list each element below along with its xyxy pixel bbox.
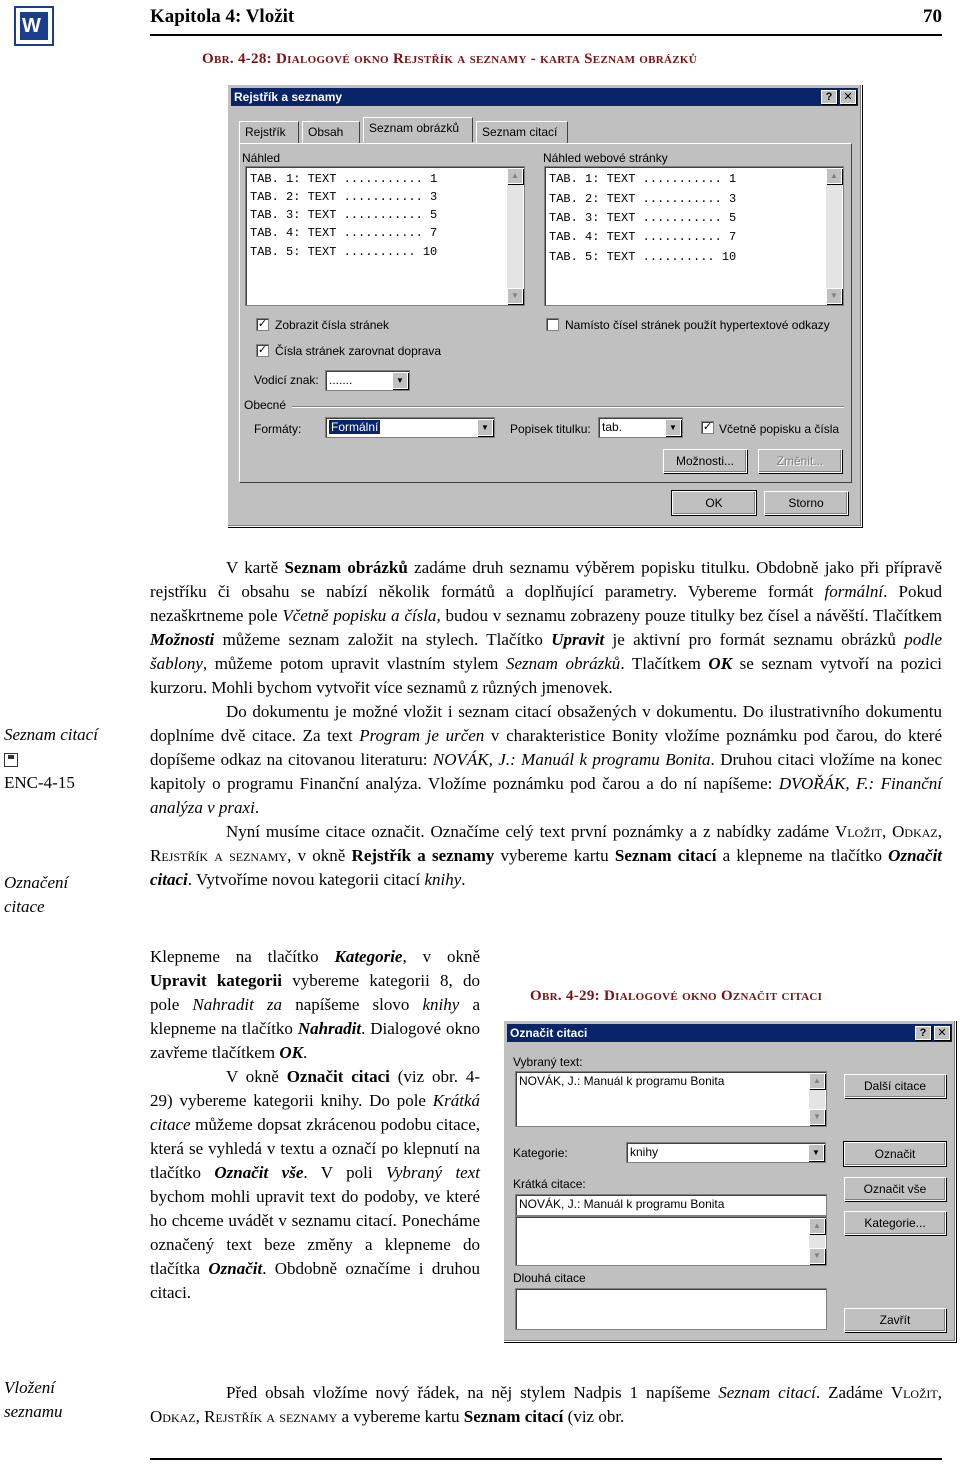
page-number: 70 (923, 6, 942, 27)
web-preview-scrollbar[interactable] (826, 168, 842, 304)
footer-divider (150, 1458, 942, 1460)
body-text-left-column: Klepneme na tlačítko Kategorie, v okně Upravit kategorii vybereme kategorii 8, do pole Nahradit za napíšeme slovo knihy a klepneme na tlačítko Nahradit. Dialogové okno zavřeme tlačítkem OK. V okně Označit citaci (viz obr. 4-29) vybereme kategorii knihy. Do pole Krátká citace můžeme dopsat zkrácenou podobu citace, která se vyhledá v textu a označí po klepnutí na tlačítko Označit vše. V poli Vybraný text bychom mohli upravit text do podoby, ve které ho chceme uvádět v seznamu citací. Ponecháme označený text beze změny a klepneme do tlačítka Označit. Obdobně označíme i druhou citaci. (150, 947, 481, 1302)
formats-select[interactable]: Formální ▼ (325, 417, 495, 438)
tab-obsah[interactable]: Obsah (302, 121, 360, 143)
web-preview-list (544, 166, 844, 306)
modify-button[interactable]: Změnit... (758, 449, 842, 473)
web-preview-row: TAB. 5: TEXT .......... 10 (549, 250, 737, 264)
scroll-down-icon[interactable]: ▼ (826, 288, 842, 304)
web-preview-row: TAB. 4: TEXT ........... 7 (549, 230, 737, 244)
leader-select[interactable]: ....... ▼ (325, 370, 410, 391)
include-label-text: Včetně popisku a čísla (719, 422, 840, 436)
sidebar-seznam-citaci (4, 723, 124, 795)
scroll-up-icon[interactable]: ▲ (826, 168, 842, 184)
category-button[interactable]: Kategorie... (844, 1211, 946, 1235)
sidebar-item-oznaceni-citace: Označení citace (4, 873, 69, 916)
chevron-down-icon[interactable]: ▼ (665, 419, 681, 436)
mark-all-button[interactable]: Označit vše (844, 1177, 946, 1201)
selected-text-label: Vybraný text: (513, 1055, 583, 1069)
sidebar-item-vlozeni-seznamu: Vložení seznamu (4, 1378, 63, 1421)
figure-caption-1: Obr. 4-28: Dialogové okno Rejstřík a seznamy - karta Seznam obrázků (202, 51, 698, 67)
close-button[interactable]: ✕ (934, 1026, 950, 1040)
selected-text-field[interactable]: NOVÁK, J.: Manuál k programu Bonita ▲ ▼ (515, 1071, 827, 1127)
scroll-up-icon[interactable]: ▲ (809, 1073, 825, 1089)
preview-row: TAB. 4: TEXT ........... 7 (250, 226, 438, 240)
chevron-down-icon[interactable]: ▼ (392, 372, 408, 389)
sidebar-item-code-text: ENC-4-15 (4, 773, 75, 792)
options-button[interactable]: Možnosti... (663, 449, 747, 473)
category-label: Kategorie: (513, 1146, 568, 1160)
dialog-rejstrik-a-seznamy (227, 84, 862, 527)
mark-button[interactable]: Označit (844, 1142, 946, 1166)
dialog-title: Označit citaci (510, 1026, 588, 1040)
logo: W (14, 6, 54, 46)
short-citation-field[interactable]: NOVÁK, J.: Manuál k programu Bonita (515, 1194, 827, 1216)
dialog-title-bar (507, 1024, 952, 1042)
preview-row: TAB. 1: TEXT ........... 1 (250, 172, 438, 186)
tab-rejstrik[interactable]: Rejstřík (239, 121, 299, 143)
align-right-checkbox[interactable]: ✓ (257, 344, 268, 356)
short-citation-list[interactable] (515, 1216, 827, 1266)
caption-select[interactable]: tab. ▼ (598, 417, 683, 438)
preview-row: TAB. 5: TEXT .......... 10 (250, 245, 438, 259)
preview-list (245, 166, 525, 306)
group-divider (292, 406, 844, 408)
figure-caption-2: Obr. 4-29: Dialogové okno Označit citaci (530, 988, 823, 1004)
dialog-title-bar (231, 88, 858, 106)
align-right-label: Čísla stránek zarovnat doprava (275, 344, 442, 358)
page-header (150, 6, 942, 36)
scroll-up-icon[interactable]: ▲ (809, 1218, 825, 1234)
scroll-down-icon[interactable]: ▼ (507, 288, 523, 304)
short-citation-scrollbar[interactable] (809, 1218, 825, 1264)
tab-seznam-citaci[interactable]: Seznam citací (476, 121, 568, 143)
web-preview-row: TAB. 3: TEXT ........... 5 (549, 211, 737, 225)
chapter-title: Kapitola 4: Vložit (150, 6, 295, 27)
chevron-down-icon[interactable]: ▼ (808, 1144, 824, 1161)
close-dialog-button[interactable]: Zavřít (844, 1308, 946, 1332)
web-preview-label: Náhled webové stránky (543, 151, 668, 165)
leader-label: Vodicí znak: (254, 373, 319, 387)
body-text-bottom: Před obsah vložíme nový řádek, na něj stylem Nadpis 1 napíšeme Seznam citací. Zadáme Vložit, Odkaz, Rejstřík a seznamy a vybereme kartu Seznam citací (viz obr. (150, 1383, 943, 1426)
close-button[interactable]: ✕ (840, 90, 856, 104)
selected-text-scrollbar[interactable] (809, 1073, 825, 1125)
short-citation-label: Krátká citace: (513, 1177, 586, 1191)
preview-scrollbar[interactable] (507, 168, 523, 304)
scroll-down-icon[interactable]: ▼ (809, 1248, 825, 1264)
include-label-checkbox[interactable]: ✓ (702, 421, 713, 433)
dialog-title: Rejstřík a seznamy (234, 90, 343, 104)
long-citation-field[interactable] (515, 1288, 827, 1330)
next-citation-button[interactable]: Další citace (844, 1074, 946, 1098)
help-button[interactable]: ? (821, 90, 837, 104)
preview-row: TAB. 2: TEXT ........... 3 (250, 190, 438, 204)
cancel-button[interactable]: Storno (764, 491, 848, 515)
web-preview-row: TAB. 2: TEXT ........... 3 (549, 192, 737, 206)
scroll-up-icon[interactable]: ▲ (507, 168, 523, 184)
preview-row: TAB. 3: TEXT ........... 5 (250, 208, 438, 222)
disk-icon (4, 753, 18, 767)
web-preview-row: TAB. 1: TEXT ........... 1 (549, 172, 737, 186)
sidebar-item-code (4, 747, 124, 771)
general-group-label: Obecné (244, 398, 287, 412)
tab-seznam-obrazku[interactable]: Seznam obrázků (363, 117, 473, 142)
hyperlinks-label: Namísto čísel stránek použít hypertextové odkazy (565, 318, 830, 332)
category-select[interactable]: knihy ▼ (626, 1142, 826, 1163)
help-button[interactable]: ? (915, 1026, 931, 1040)
chevron-down-icon[interactable]: ▼ (477, 419, 493, 436)
body-text-top: V kartě Seznam obrázků zadáme druh seznamu výběrem popisku titulku. Obdobně jako při přípravě rejstříku či obsahu se nabízí několik formátů a doplňující parametry. Vybereme formát formální. Pokud nezaškrtneme pole Včetně popisku a čísla, budou v seznamu zobrazeny pouze titulky bez čísel a návěští. Tlačítkem Možnosti můžeme seznam založit na stylech. Tlačítko Upravit je aktivní pro formát seznamu obrázků podle šablony, můžeme potom upravit vlastním stylem Seznam obrázků. Tlačítkem OK se seznam vytvoří na pozici kurzoru. Mohli bychom vytvořit více seznamů z různých jmenovek. Do dokumentu je možné vložit i seznam citací obsažených v dokumentu. Do ilustrativního dokumentu doplníme dvě citace. Za text Program je určen v charakteristice Bonity vložíme poznámku pod čarou, do které dopíšeme odkaz na citovanou literaturu: NOVÁK, J.: Manuál k programu Bonita. Druhou citaci vložíme na konec kapitoly o programu Finanční analýza. Vložíme poznámku pod čarou a do ní napíšeme: DVOŘÁK, F.: Finanční analýza v praxi. Nyní musíme citace označit. Označíme celý text první poznámky a z nabídky zadáme Vložit, Odkaz, Rejstřík a seznamy, v okně Rejstřík a seznamy vybereme kartu Seznam citací a klepneme na tlačítko Označit citaci. Vytvoříme novou kategorii citací knihy. (150, 558, 943, 889)
ok-button[interactable]: OK (672, 491, 756, 515)
caption-label: Popisek titulku: (510, 422, 591, 436)
sidebar-item-seznam-citaci: Seznam citací (4, 725, 98, 744)
scroll-down-icon[interactable]: ▼ (809, 1109, 825, 1125)
long-citation-label: Dlouhá citace (513, 1271, 586, 1285)
hyperlinks-checkbox[interactable] (546, 318, 559, 331)
dialog-oznacit-citaci (503, 1020, 956, 1342)
preview-label: Náhled (242, 151, 281, 165)
show-page-numbers-checkbox[interactable]: ✓ (257, 318, 268, 330)
formats-label: Formáty: (254, 422, 302, 436)
show-page-numbers-label: Zobrazit čísla stránek (275, 318, 390, 332)
